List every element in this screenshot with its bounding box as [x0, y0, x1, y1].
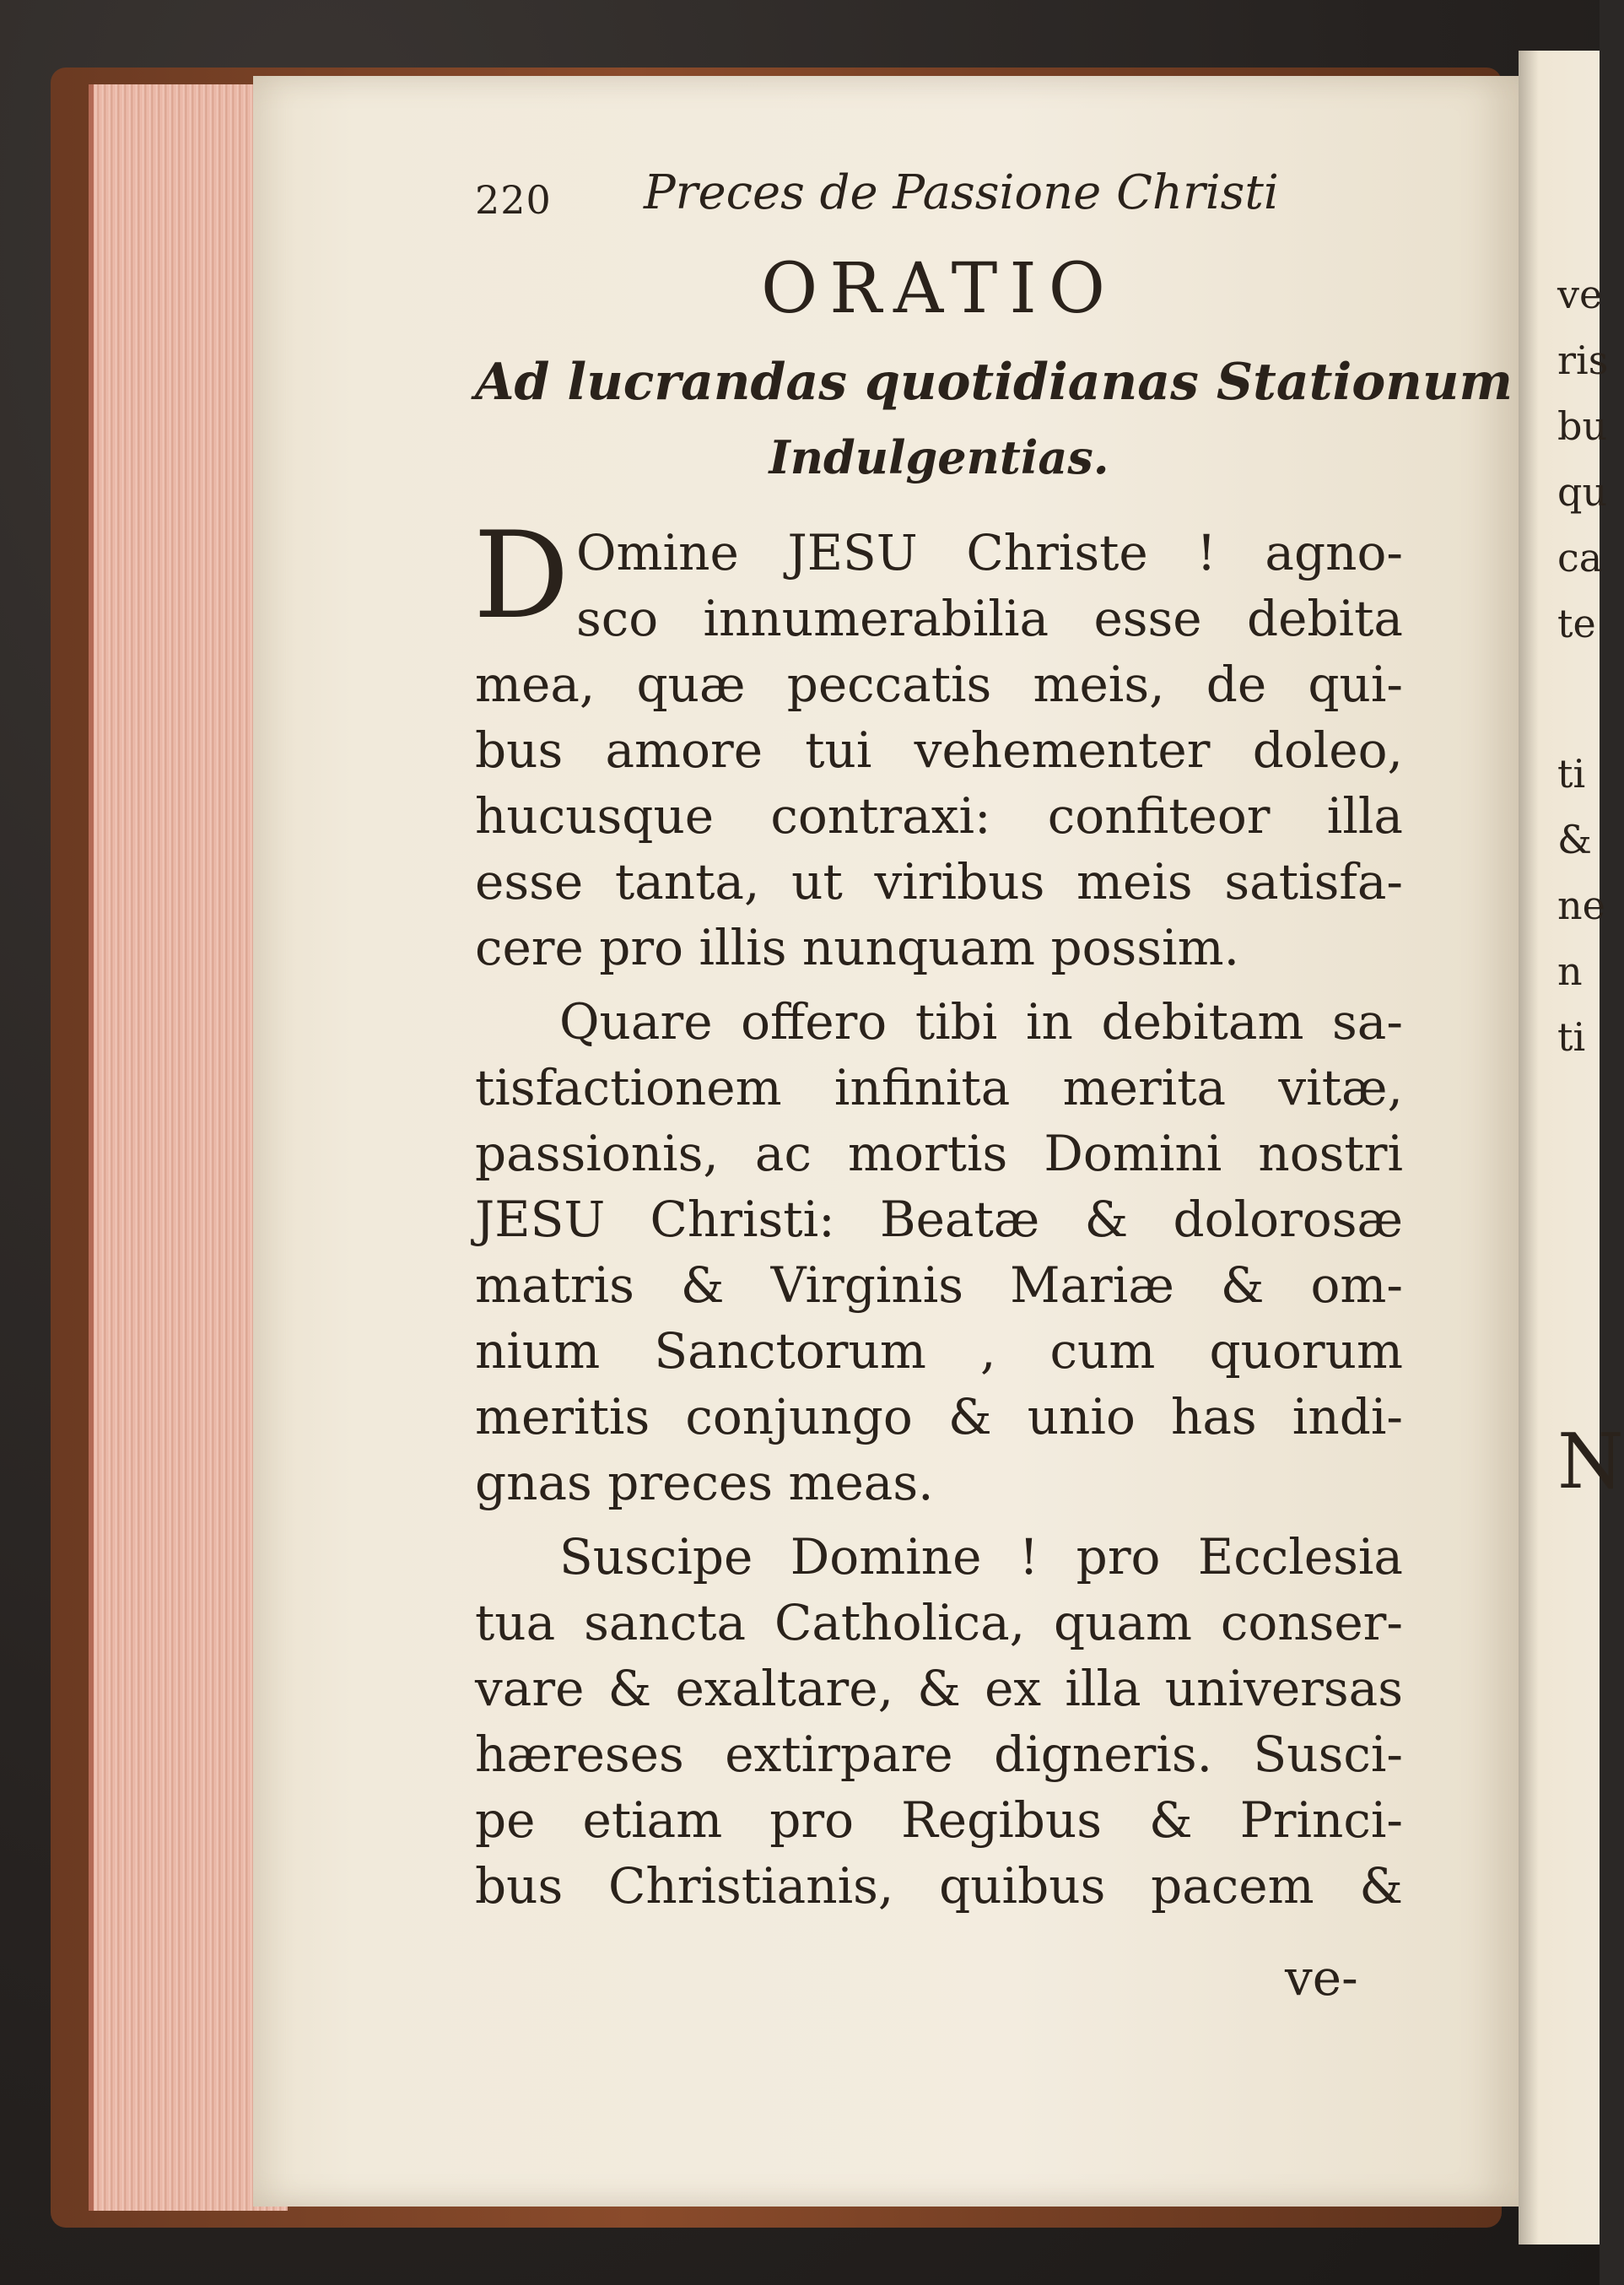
text-line: JESU Christi: Beatæ & dolorosæ — [475, 1191, 1403, 1248]
catchword: ve- — [1285, 1949, 1358, 2007]
text-line: passionis, ac mortis Domini nostri — [475, 1125, 1403, 1182]
drop-cap: D — [473, 506, 569, 646]
running-head — [475, 160, 1403, 228]
prayer-subtitle-continued: Indulgentias. — [769, 430, 1109, 484]
facing-fragment: bu — [1557, 403, 1608, 449]
text-line: cere pro illis nunquam possim. — [475, 919, 1240, 976]
text-line: nium Sanctorum , cum quorum — [475, 1322, 1403, 1380]
text-line: gnas preces meas. — [475, 1454, 934, 1511]
text-line: bus Christianis, quibus pacem & — [475, 1857, 1403, 1915]
text-line: vare & exaltare, & ex illa universas — [475, 1660, 1403, 1717]
text-line: sco innumerabilia esse debita — [576, 590, 1403, 647]
facing-fragment: ne — [1557, 883, 1605, 928]
facing-fragment: ti — [1557, 751, 1586, 797]
facing-fragment: te — [1557, 601, 1596, 646]
facing-fragment: ti — [1557, 1014, 1586, 1060]
facing-fragment: & — [1557, 817, 1592, 862]
running-title: Preces de Passione Christi — [644, 165, 1279, 220]
facing-fragment: qu — [1557, 469, 1608, 515]
text-line: meritis conjungo & unio has indi- — [475, 1388, 1403, 1445]
facing-fragment: ve — [1557, 272, 1603, 317]
text-line: Quare offero tibi in debitam sa- — [559, 993, 1403, 1051]
facing-page — [1519, 51, 1624, 2244]
page-number: 220 — [475, 177, 552, 223]
prayer-title: ORATIO — [760, 249, 1117, 329]
facing-fragment: ris — [1557, 338, 1609, 383]
text-line: hucusque contraxi: confiteor illa — [475, 787, 1403, 845]
facing-fragment: n — [1557, 948, 1583, 994]
text-line: pe etiam pro Regibus & Princi- — [475, 1791, 1403, 1849]
facing-fragment: N — [1557, 1418, 1624, 1506]
text-line: tisfactionem infinita merita vitæ, — [475, 1059, 1403, 1116]
text-line: tua sancta Catholica, quam conser- — [475, 1594, 1403, 1651]
text-line: hæreses extirpare digneris. Susci- — [475, 1726, 1403, 1783]
text-line: matris & Virginis Mariæ & om- — [475, 1256, 1403, 1314]
text-line: esse tanta, ut viribus meis satisfa- — [475, 853, 1403, 910]
text-line: mea, quæ peccatis meis, de qui- — [475, 656, 1403, 713]
prayer-subtitle: Ad lucrandas quotidianas Stationum — [475, 353, 1513, 412]
text-line: Omine JESU Christe ! agno- — [576, 524, 1403, 581]
text-line: Suscipe Domine ! pro Ecclesia — [559, 1528, 1403, 1585]
text-line: bus amore tui vehementer doleo, — [475, 721, 1403, 779]
facing-fragment: ca — [1557, 535, 1603, 581]
